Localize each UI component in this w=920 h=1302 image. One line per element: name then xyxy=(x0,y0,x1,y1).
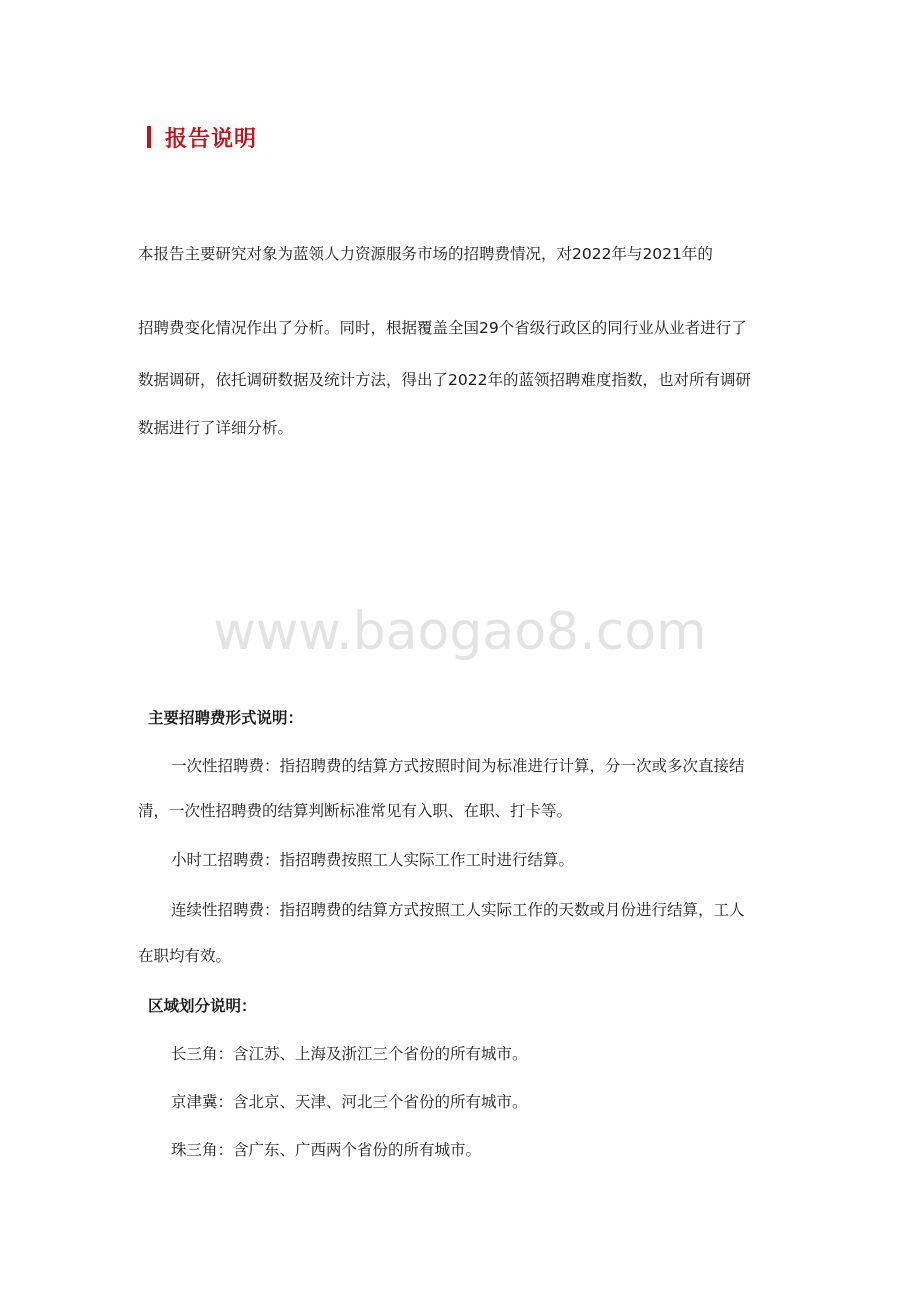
intro-line: 本报告主要研究对象为蓝领人力资源服务市场的招聘费情况，对2022年与2021年的 xyxy=(138,245,713,263)
fee-line: 小时工招聘费：指招聘费按照工人实际工作工时进行结算。 xyxy=(171,851,575,869)
region-line: 珠三角：含广东、广西两个省份的所有城市。 xyxy=(171,1141,482,1159)
section-heading xyxy=(147,120,257,154)
fees-heading: 主要招聘费形式说明： xyxy=(148,709,304,727)
watermark-text: www.baogao8.com xyxy=(213,602,707,662)
region-line: 京津冀：含北京、天津、河北三个省份的所有城市。 xyxy=(171,1093,528,1111)
fee-line: 连续性招聘费：指招聘费的结算方式按照工人实际工作的天数或月份进行结算，工人 xyxy=(171,901,745,919)
intro-line: 招聘费变化情况作出了分析。同时，根据覆盖全国29个省级行政区的同行业从业者进行了 xyxy=(138,319,747,337)
fee-line: 一次性招聘费：指招聘费的结算方式按照时间为标准进行计算，分一次或多次直接结 xyxy=(171,757,745,775)
heading-accent-bar xyxy=(147,126,151,148)
fee-line: 在职均有效。 xyxy=(138,947,232,965)
intro-line: 数据调研，依托调研数据及统计方法，得出了2022年的蓝领招聘难度指数，也对所有调研 xyxy=(138,371,751,389)
page-title: 报告说明 xyxy=(165,126,258,152)
intro-line: 数据进行了详细分析。 xyxy=(138,419,294,437)
region-line: 长三角：含江苏、上海及浙江三个省份的所有城市。 xyxy=(171,1045,528,1063)
region-heading: 区域划分说明： xyxy=(148,997,257,1015)
fee-line: 清，一次性招聘费的结算判断标准常见有入职、在职、打卡等。 xyxy=(138,802,573,820)
